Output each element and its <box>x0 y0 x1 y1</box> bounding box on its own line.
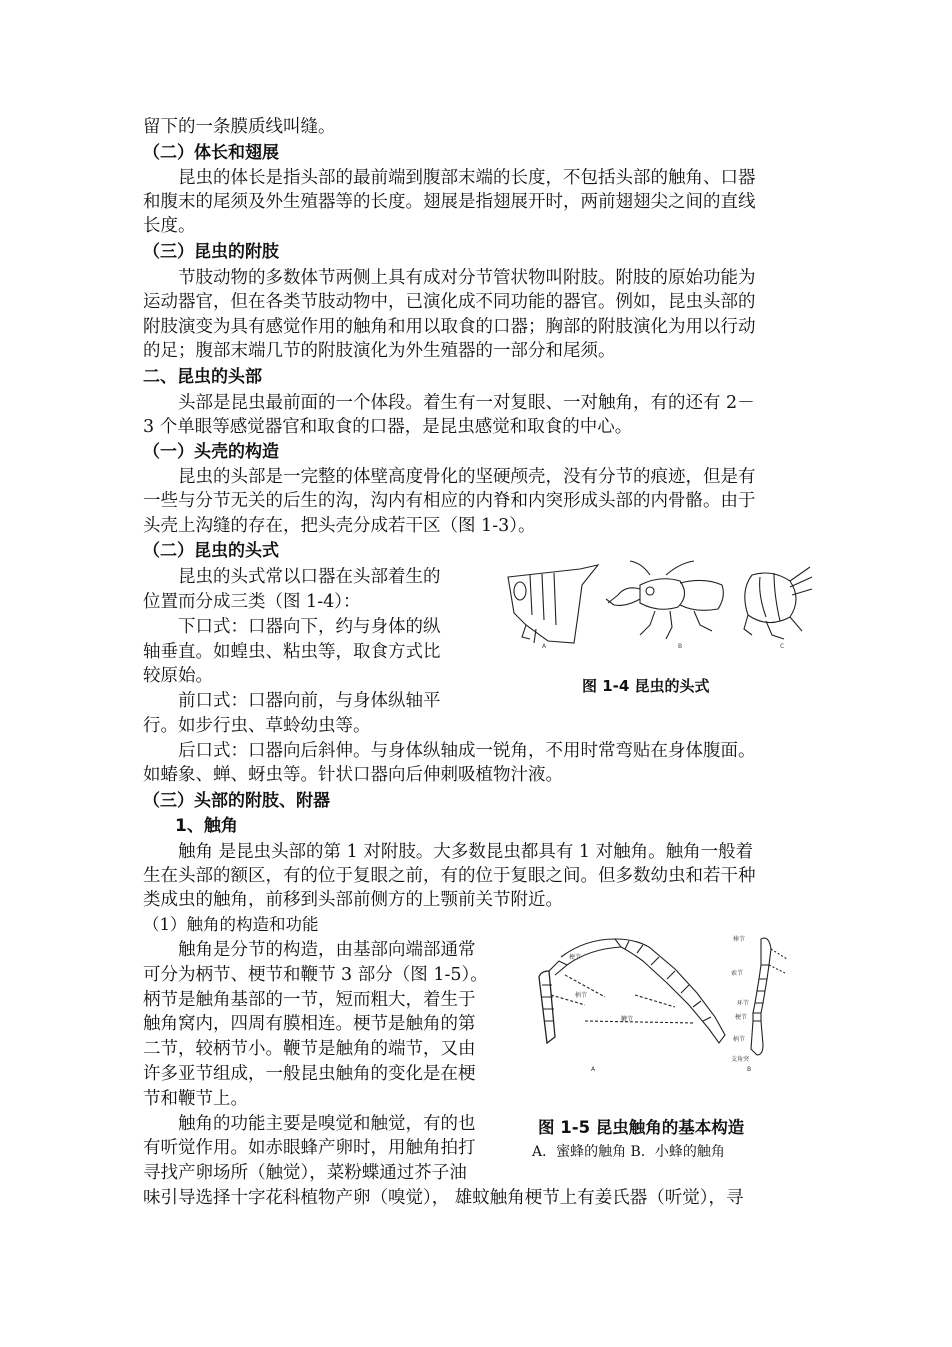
text-line: 二节，较柄节小。鞭节是触角的端节，又由 <box>143 1039 476 1059</box>
text-line: 和腹末的尾须及外生殖器等的长度。翅展是指翅展开时，两前翅翅尖之间的直线 <box>143 192 756 212</box>
figure-1-5-label-radicle: 支角突 <box>731 1056 750 1063</box>
text-line: 类成虫的触角，前移到头部前侧方的上颚前关节附近。 <box>143 890 563 910</box>
figure-1-4-label-c: C <box>780 643 785 650</box>
figure-1-4-label-a: A <box>542 643 547 650</box>
text-line: 柄节是触角基部的一节，短而粗大，着生于 <box>143 990 476 1010</box>
text-line: 头壳上沟缝的存在，把头壳分成若干区（图 1-3）。 <box>143 516 536 536</box>
text-line: 寻找产卵场所（触觉），菜粉蝶通过芥子油 <box>143 1163 467 1183</box>
section-heading: （三）昆虫的附肢 <box>143 242 279 262</box>
figure-1-5-label-scape-b: 柄节 <box>733 1036 746 1043</box>
subsection-heading: 1、触角 <box>175 816 238 836</box>
text-line: 3 个单眼等感觉器官和取食的口器，是昆虫感觉和取食的中心。 <box>143 417 633 437</box>
text-line: 一些与分节无关的后生的沟，沟内有相应的内脊和内突形成头部的内骨骼。由于 <box>143 491 756 511</box>
text-line: 触角窝内，四周有膜相连。梗节是触角的第 <box>143 1014 476 1034</box>
section-heading: 二、昆虫的头部 <box>143 367 262 387</box>
text-line: 触角是分节的构造，由基部向端部通常 <box>178 940 476 960</box>
text-line: 后口式：口器向后斜伸。与身体纵轴成一锐角，不用时常弯贴在身体腹面。 <box>178 741 756 761</box>
text-line: 位置而分成三类（图 1-4）： <box>143 592 361 612</box>
text-line: 昆虫的体长是指头部的最前端到腹部末端的长度，不包括头部的触角、口器 <box>178 168 756 188</box>
figure-1-4-illustration <box>490 555 815 650</box>
figure-1-5-label-scape-a: 柄节 <box>575 992 588 999</box>
section-heading: （一）头壳的构造 <box>143 442 279 462</box>
text-line: 附肢演变为具有感觉作用的触角和用以取食的口器；胸部的附肢演化为用以行动 <box>143 317 756 337</box>
text-line: 触角 是昆虫头部的第 1 对附肢。大多数昆虫都具有 1 对触角。触角一般着 <box>178 842 754 862</box>
figure-1-5-label-funicle: 索节 <box>731 970 744 977</box>
text-line: 生在头部的额区，有的位于复眼之前，有的位于复眼之间。但多数幼虫和若干种 <box>143 866 756 886</box>
figure-1-4-label-b: B <box>678 643 683 650</box>
figure-1-5-panel-b: B <box>747 1066 752 1073</box>
section-heading: （三）头部的附肢、附器 <box>143 791 330 811</box>
figure-1-5-label-ring: 环节 <box>737 1000 750 1007</box>
text-line: 如蝽象、蝉、蚜虫等。针状口器向后伸刺吸植物汁液。 <box>143 765 563 785</box>
figure-1-5-label-pedicel-b: 梗节 <box>735 1014 748 1021</box>
text-line: 留下的一条膜质线叫缝。 <box>143 117 336 137</box>
text-line: 长度。 <box>143 216 196 236</box>
figure-1-5-caption: 图 1-5 昆虫触角的基本构造 <box>538 1118 745 1137</box>
text-line: 许多亚节组成，一般昆虫触角的变化是在梗 <box>143 1064 476 1084</box>
section-heading: （二）体长和翅展 <box>143 143 279 163</box>
text-line: 头部是昆虫最前面的一个体段。着生有一对复眼、一对触角，有的还有 2－ <box>178 393 755 413</box>
text-line: 昆虫的头式常以口器在头部着生的 <box>178 567 441 587</box>
section-heading: （二）昆虫的头式 <box>143 541 279 561</box>
text-line: 味引导选择十字花科植物产卵（嗅觉）， 雄蚊触角梗节上有姜氏器（听觉），寻 <box>143 1188 744 1208</box>
figure-1-4-caption: 图 1-4 昆虫的头式 <box>582 677 710 695</box>
text-line: 有听觉作用。如赤眼蜂产卵时，用触角拍打 <box>143 1138 476 1158</box>
figure-1-5-label-club: 棒节 <box>733 936 746 943</box>
text-line: 触角的功能主要是嗅觉和触觉，有的也 <box>178 1114 476 1134</box>
text-line: 节和鞭节上。 <box>143 1089 248 1109</box>
text-line: 较原始。 <box>143 666 213 686</box>
text-line: 前口式：口器向前，与身体纵轴平 <box>178 691 441 711</box>
subsection-heading: （1）触角的构造和功能 <box>143 915 319 934</box>
figure-1-5-subcaption: A．蜜蜂的触角 B．小蜂的触角 <box>532 1144 725 1160</box>
text-line: 下口式：口器向下，约与身体的纵 <box>178 617 441 637</box>
figure-1-5-label-pedicel-a: 梗节 <box>569 954 582 961</box>
figure-1-5-label-flagellum-a: 鞭节 <box>621 1016 634 1023</box>
text-line: 轴垂直。如蝗虫、粘虫等，取食方式比 <box>143 642 441 662</box>
text-line: 行。如步行虫、草蛉幼虫等。 <box>143 716 371 736</box>
figure-1-5-panel-a: A <box>591 1066 596 1073</box>
text-line: 运动器官，但在各类节肢动物中，已演化成不同功能的器官。例如，昆虫头部的 <box>143 292 756 312</box>
figure-1-5-illustration <box>525 925 800 1075</box>
text-line: 昆虫的头部是一完整的体壁高度骨化的坚硬颅壳，没有分节的痕迹，但是有 <box>178 467 756 487</box>
text-line: 节肢动物的多数体节两侧上具有成对分节管状物叫附肢。附肢的原始功能为 <box>178 268 756 288</box>
text-line: 的足；腹部末端几节的附肢演化为外生殖器的一部分和尾须。 <box>143 341 616 361</box>
text-line: 可分为柄节、梗节和鞭节 3 部分（图 1-5）。 <box>143 965 488 985</box>
